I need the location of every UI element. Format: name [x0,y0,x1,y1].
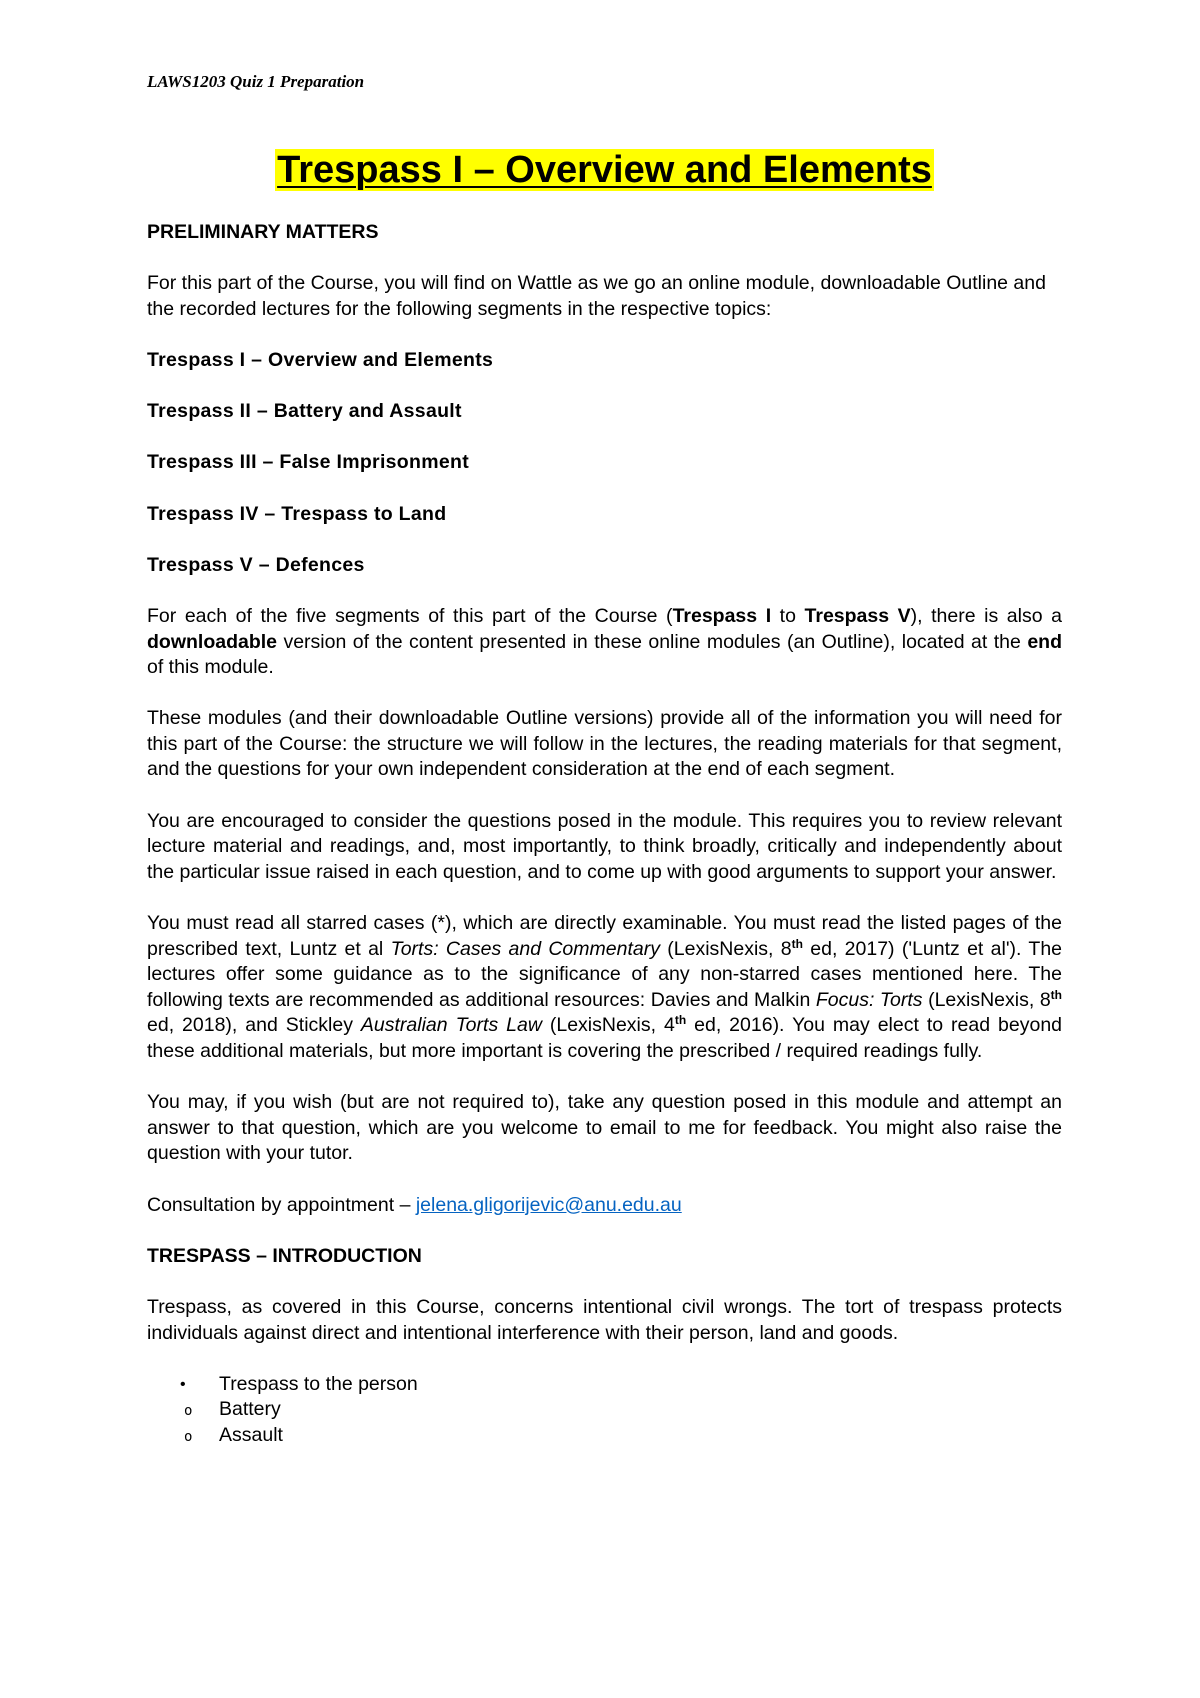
segment-item: Trespass II – Battery and Assault [147,400,462,423]
text-run: (LexisNexis, 8 [922,988,1051,1011]
readings-paragraph [147,911,1062,1065]
sub-list-item [184,1423,1062,1449]
sub-list-item-label: Battery [219,1398,281,1421]
page-title [147,146,1062,194]
text-run: of this module. [147,656,274,679]
trespass-types-list [147,1372,1062,1449]
italic-run: Focus: Torts [815,988,923,1011]
consultation-line [147,1193,1062,1219]
text-run: (LexisNexis, 8 [659,937,792,960]
circle-bullet-icon: o [184,1428,193,1445]
segments-outline-paragraph [147,604,1062,681]
text-run: version of the content presented in these online modules (an Outline), located at the [277,630,1028,653]
superscript: th [791,936,803,951]
superscript: th [1050,987,1062,1002]
circle-bullet-icon: o [184,1403,193,1420]
segment-item: Trespass I – Overview and Elements [147,348,494,371]
questions-paragraph: You are encouraged to consider the questions posed in the module. This requires you to review relevant lecture material and readings, and, most importantly, to think broadly, critically and independently about the particular issue raised in each question, and to come up with good arguments to support your answer. [147,809,1062,883]
bold-run: end [1027,630,1062,653]
text-run: to [771,604,805,627]
italic-run: Torts: Cases and Commentary [390,937,660,960]
list-item-label: Trespass to the person [219,1372,418,1395]
text-run: ed, 2018), and Stickley [147,1014,361,1037]
segment-item: Trespass IV – Trespass to Land [147,502,447,525]
sub-list [184,1397,1062,1448]
document-body [147,146,1062,1449]
running-header: LAWS1203 Quiz 1 Preparation [147,72,365,91]
superscript: th [674,1013,687,1028]
feedback-paragraph: You may, if you wish (but are not required to), take any question posed in this module and attempt an answer to that question, which are you welcome to email to me for feedback. You might also raise the question with your tutor. [147,1091,1062,1165]
italic-run: Australian Torts Law [360,1014,542,1037]
preliminary-intro: For this part of the Course, you will find on Wattle as we go an online module, downloadable Outline and the recorded lectures for the following segments in the respective topics: [147,272,1046,320]
email-link[interactable]: jelena.gligorijevic@anu.edu.au [415,1193,682,1216]
bold-run: Trespass I [672,604,772,627]
text-run: You must read all starred cases (*), which are directly examinable. You must read the listed pages of the prescribed text, Luntz et al [147,912,1062,960]
text-run: (LexisNexis, 4 [541,1014,675,1037]
introduction-paragraph: Trespass, as covered in this Course, concerns intentional civil wrongs. The tort of trespass protects individuals against direct and intentional interference with their person, land and goods. [147,1295,1062,1344]
introduction-heading: TRESPASS – INTRODUCTION [147,1244,422,1267]
bold-run: Trespass V [804,604,911,627]
list-item [147,1372,1062,1449]
preliminary-heading: PRELIMINARY MATTERS [147,221,379,243]
segment-item: Trespass III – False Imprisonment [147,451,470,474]
text-run: ), there is also a [910,604,1062,627]
text-run: For each of the five segments of this part of the Course ( [147,604,673,627]
text-run: ed, 2016). You may elect to read beyond these additional materials, but more important is covering the prescribed / required readings fully. [147,1014,1063,1062]
page-title-text: Trespass I – Overview and Elements [277,149,932,191]
bold-run: downloadable [147,630,278,653]
segment-item: Trespass V – Defences [147,553,365,576]
sub-list-item-label: Assault [219,1423,283,1446]
sub-list-item [184,1397,1062,1423]
text-run: ed, 2017) ('Luntz et al'). The lectures offer some guidance as to the significance of any non-starred cases mentioned here. The following texts are recommended as additional resources: Davies and Malkin [147,937,1063,1011]
bullet-icon: • [180,1375,186,1393]
consultation-label: Consultation by appointment – [147,1193,416,1216]
modules-info-paragraph: These modules (and their downloadable Outline versions) provide all of the information you will need for this part of the Course: the structure we will follow in the lectures, the reading materials for that segment, and the questions for your own independent consideration at the end of each segment. [147,707,1062,781]
